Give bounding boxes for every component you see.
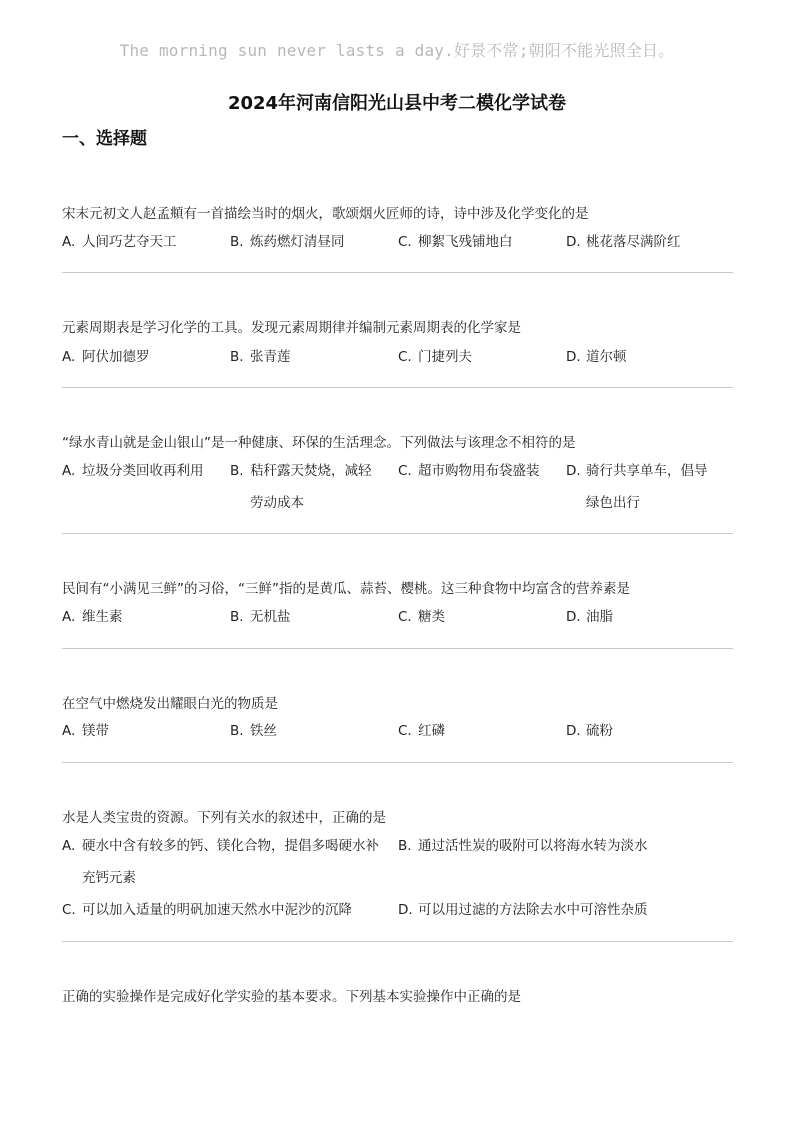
option-d[interactable] [566,715,613,747]
option-c[interactable] [398,715,445,747]
option-label: A. [62,723,76,739]
option-c[interactable] [398,341,472,373]
option-text: 可以用过滤的方法除去水中可溶性杂质 [418,902,648,918]
option-b[interactable] [230,226,345,258]
option-label: C. [398,463,412,479]
question-stem: 正确的实验操作是完成好化学实验的基本要求。下列基本实验操作中正确的是 [62,989,521,1005]
option-text: 门捷列夫 [418,349,472,365]
option-b[interactable] [230,715,277,747]
divider [62,533,733,534]
option-label: B. [230,609,244,625]
option-text: 人间巧艺夺天工 [82,234,177,250]
option-d[interactable] [566,226,681,258]
option-c[interactable] [398,455,540,487]
divider [62,941,733,942]
page-title: 2024年河南信阳光山县中考二模化学试卷 [227,93,567,114]
question-stem: 宋末元初文人赵孟頫有一首描绘当时的烟火，歌颂烟火匠师的诗，诗中涉及化学变化的是 [62,206,589,222]
question-stem: “绿水青山就是金山银山”是一种健康、环保的生活理念。下列做法与该理念不相符的是 [62,435,576,451]
option-label: D. [566,349,581,365]
divider [62,648,733,649]
option-label: A. [62,609,76,625]
option-d[interactable] [566,601,613,633]
option-label: B. [230,723,244,739]
option-label: D. [566,463,581,479]
option-label: C. [398,609,412,625]
option-text: 镁带 [82,723,109,739]
question-stem: 民间有“小满见三鲜”的习俗，“三鲜”指的是黄瓜、蒜苔、樱桃。这三种食物中均富含的营养素是 [62,581,630,597]
option-label: B. [398,838,412,854]
option-label: D. [566,234,581,250]
option-text: 张青莲 [250,349,291,365]
option-a[interactable] [62,341,150,373]
option-label: B. [230,234,244,250]
option-text: 通过活性炭的吸附可以将海水转为淡水 [418,838,648,854]
option-b[interactable] [230,601,291,633]
option-a[interactable] [62,226,177,258]
question-stem: 水是人类宝贵的资源。下列有关水的叙述中，正确的是 [62,810,386,826]
option-c[interactable] [398,226,513,258]
option-label: D. [566,723,581,739]
option-label: C. [398,234,412,250]
option-label: B. [230,463,244,479]
option-text: 柳絮飞残铺地白 [418,234,513,250]
option-c[interactable] [398,601,445,633]
option-text: 红磷 [418,723,445,739]
option-b[interactable] [398,830,648,862]
question-stem: 在空气中燃烧发出耀眼白光的物质是 [62,696,278,712]
option-label: A. [62,838,76,854]
option-text: 秸秆露天焚烧，减轻劳动成本 [250,463,372,511]
option-d[interactable] [566,455,718,519]
option-label: A. [62,463,76,479]
divider [62,387,733,388]
option-text: 道尔顿 [586,349,627,365]
option-text: 硫粉 [586,723,613,739]
section-title: 一、选择题 [62,129,147,149]
option-a[interactable] [62,455,204,487]
option-text: 骑行共享单车，倡导绿色出行 [586,463,708,511]
option-a[interactable] [62,830,392,894]
option-d[interactable] [398,894,648,926]
option-label: A. [62,349,76,365]
option-b[interactable] [230,341,291,373]
option-text: 无机盐 [250,609,291,625]
option-text: 阿伏加德罗 [82,349,150,365]
option-a[interactable] [62,601,123,633]
question-stem: 元素周期表是学习化学的工具。发现元素周期律并编制元素周期表的化学家是 [62,320,521,336]
option-d[interactable] [566,341,627,373]
option-text: 桃花落尽满阶红 [586,234,681,250]
option-label: C. [398,349,412,365]
divider [62,272,733,273]
option-text: 糖类 [418,609,445,625]
option-text: 超市购物用布袋盛装 [418,463,540,479]
option-label: C. [398,723,412,739]
option-c[interactable] [62,894,352,926]
option-label: A. [62,234,76,250]
option-label: C. [62,902,76,918]
option-text: 硬水中含有较多的钙、镁化合物，提倡多喝硬水补充钙元素 [82,838,379,886]
option-text: 可以加入适量的明矾加速天然水中泥沙的沉降 [82,902,352,918]
option-label: B. [230,349,244,365]
option-text: 炼药燃灯清昼同 [250,234,345,250]
option-text: 垃圾分类回收再利用 [82,463,204,479]
option-text: 铁丝 [250,723,277,739]
option-text: 维生素 [82,609,123,625]
option-text: 油脂 [586,609,613,625]
option-b[interactable] [230,455,382,519]
option-label: D. [398,902,413,918]
divider [62,762,733,763]
header-motto: The morning sun never lasts a day.好景不常;朝阳不能光照全日。 [119,41,675,60]
option-a[interactable] [62,715,109,747]
option-label: D. [566,609,581,625]
